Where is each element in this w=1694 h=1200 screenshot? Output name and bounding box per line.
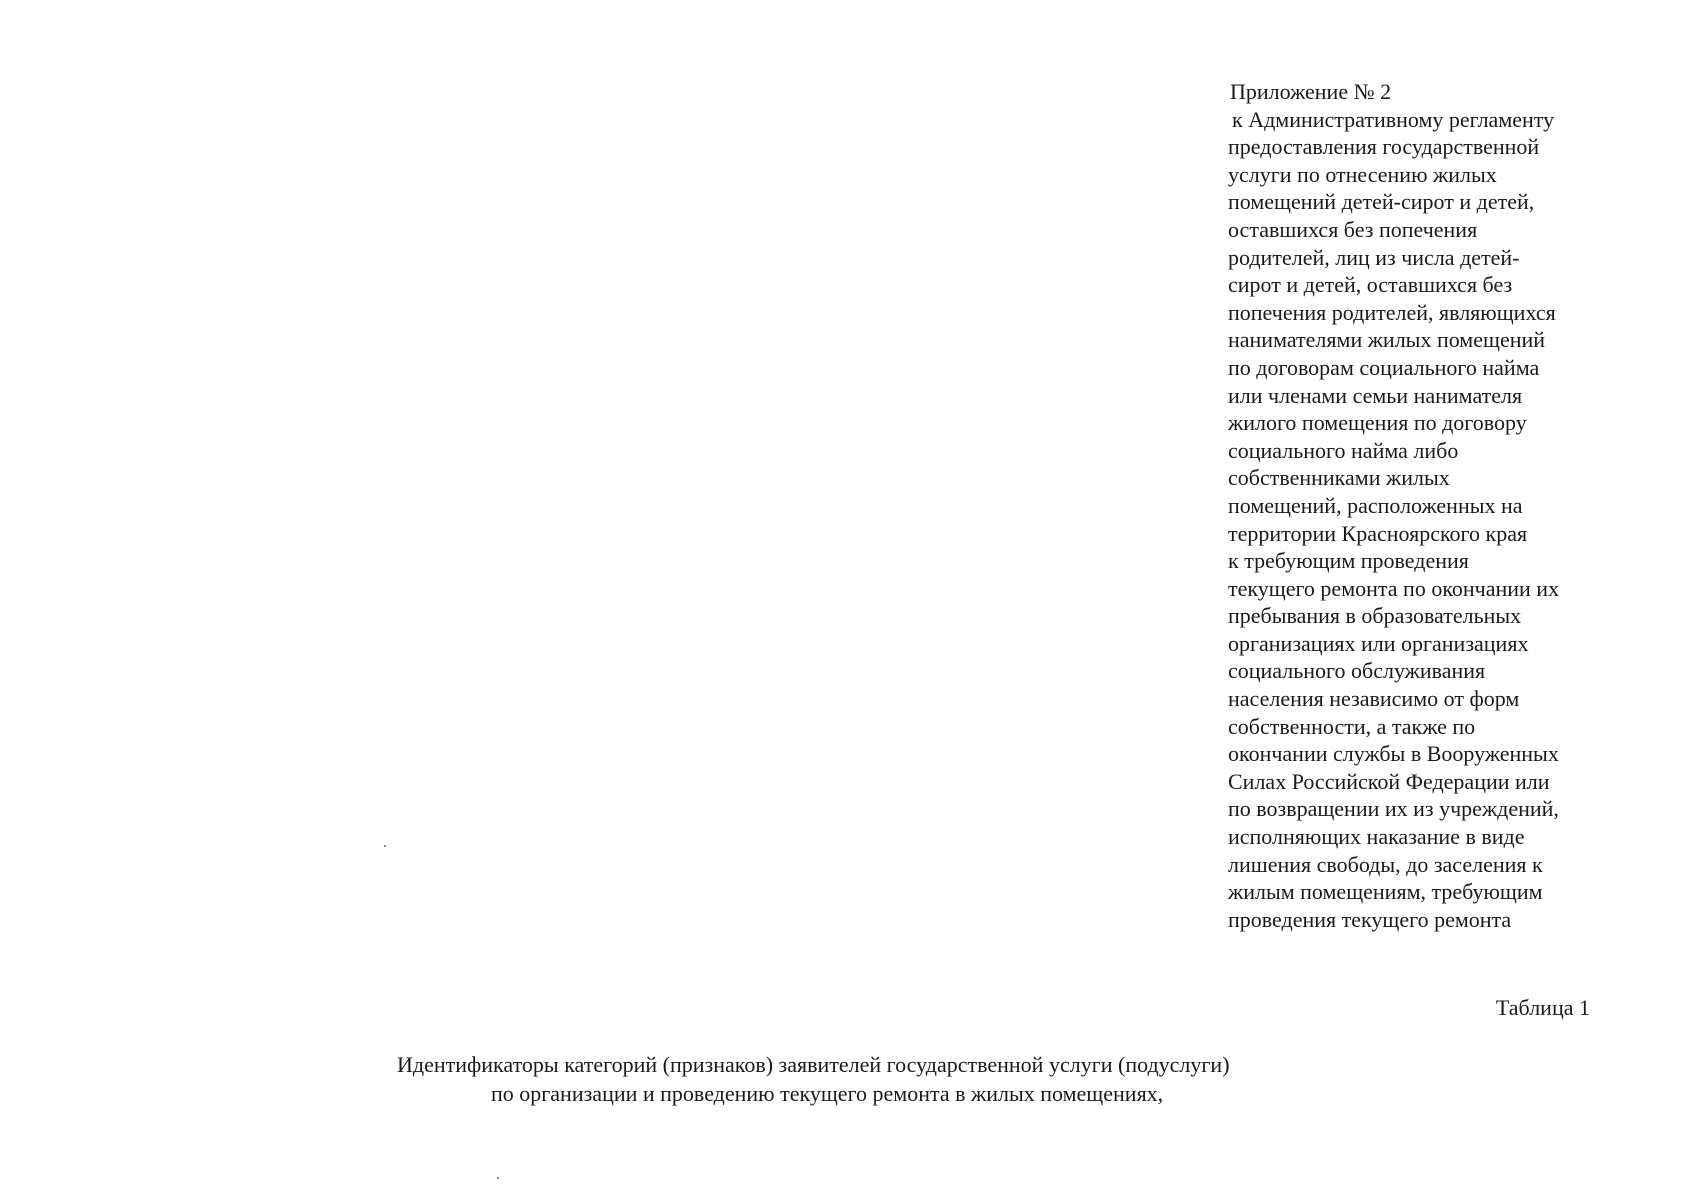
appendix-line: Силах Российской Федерации или [1228, 768, 1550, 794]
appendix-line: родителей, лиц из числа детей- [1228, 244, 1520, 270]
appendix-line: территории Красноярского края [1228, 520, 1528, 546]
appendix-line: организациях или организациях [1228, 630, 1529, 656]
appendix-line: социального обслуживания [1228, 658, 1486, 684]
appendix-line: к Административному регламенту [1232, 106, 1555, 132]
appendix-line: оставшихся без попечения [1228, 216, 1478, 242]
scan-speck [497, 1177, 499, 1179]
appendix-line: помещений, расположенных на [1228, 492, 1523, 518]
appendix-line: населения независимо от форм [1228, 686, 1520, 712]
table-heading [0, 1050, 1694, 1108]
appendix-line: социального найма либо [1228, 437, 1459, 463]
appendix-line: помещений детей-сирот и детей, [1228, 189, 1535, 215]
appendix-line: предоставления государственной [1228, 134, 1540, 160]
appendix-line: услуги по отнесению жилых [1228, 161, 1497, 187]
appendix-line: нанимателями жилых помещений [1228, 327, 1546, 353]
appendix-line: к требующим проведения [1228, 548, 1469, 574]
appendix-line: пребывания в образовательных [1228, 603, 1522, 629]
appendix-line: по возвращении их из учреждений, [1228, 796, 1559, 822]
appendix-line: собственниками жилых [1228, 465, 1450, 491]
appendix-line: жилого помещения по договору [1228, 410, 1527, 436]
appendix-line: проведения текущего ремонта [1228, 906, 1512, 932]
appendix-line: жилым помещениям, требующим [1228, 879, 1543, 905]
table-heading-line-1: Идентификаторы категорий (признаков) заявителей государственной услуги (подуслуги) [397, 1052, 1230, 1077]
appendix-line: или членами семьи нанимателя [1228, 382, 1523, 408]
scan-speck [384, 845, 386, 847]
appendix-block [1228, 78, 1648, 933]
appendix-line: собственности, а также по [1228, 713, 1476, 739]
appendix-line: по договорам социального найма [1228, 354, 1540, 380]
appendix-line: исполняющих наказание в виде [1228, 824, 1525, 850]
appendix-line: сирот и детей, оставшихся без [1228, 272, 1513, 298]
appendix-line: попечения родителей, являющихся [1228, 299, 1556, 325]
appendix-title: Приложение № 2 [1230, 79, 1392, 104]
appendix-line: окончании службы в Вооруженных [1228, 741, 1559, 767]
table-heading-line-2: по организации и проведению текущего ремонта в жилых помещениях, [491, 1081, 1164, 1106]
appendix-line: текущего ремонта по окончании их [1228, 575, 1560, 601]
table-label: Таблица 1 [1495, 995, 1590, 1020]
appendix-line: лишения свободы, до заселения к [1228, 851, 1543, 877]
